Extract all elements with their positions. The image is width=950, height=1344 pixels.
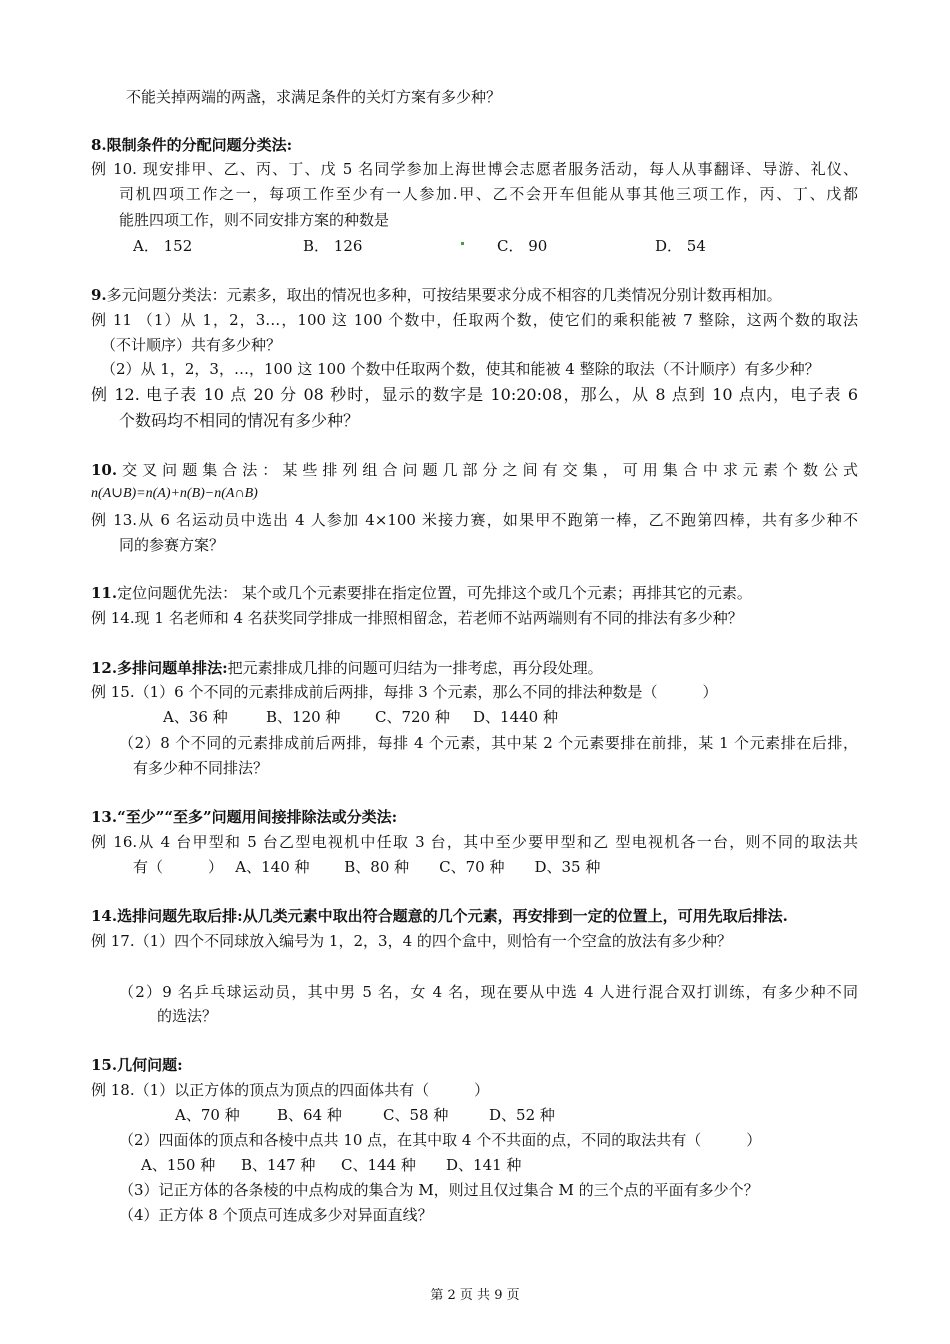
option: A． 152 — [133, 237, 193, 255]
text-line: 能胜四项工作，则不同安排方案的种数是 — [119, 211, 390, 229]
text-line: 个数码均不相同的情况有多少种？ — [119, 411, 360, 430]
text-line: 例 17.（1）四个不同球放入编号为 1，2，3，4 的四个盒中，则恰有一个空盒的放法有多少种？ — [91, 932, 732, 950]
text-line: 司机四项工作之一，每项工作至少有一人参加.甲、乙不会开车但能从事其他三项工作，丙、丁、戊都 — [119, 185, 858, 203]
section-heading — [91, 657, 603, 679]
option: B、64 种 — [277, 1106, 342, 1124]
text-line: （2）从 1，2，3，…，100 这 100 个数中任取两个数，使其和能被 4 整除的取法（不计顺序）有多少种？ — [101, 360, 820, 378]
formula: n(A∪B)=n(A)+n(B)−n(A∩B) — [91, 486, 258, 501]
heading-text: 交叉问题集合法：某些排列组合问题几部分之间有交集，可用集合中求元素个数公式 — [117, 461, 858, 479]
text-line: 例 18.（1）以正方体的顶点为顶点的四面体共有（ ） — [91, 1081, 490, 1099]
text-line: 例 11 （1）从 1，2，3…，100 这 100 个数中，任取两个数，使它们的乘积能被 7 整除，这两个数的取法 — [91, 311, 858, 329]
text-line: 有（ ） A、140 种 B、80 种 C、70 种 D、35 种 — [133, 858, 601, 876]
option: C． 90 — [497, 237, 548, 255]
option: B． 126 — [303, 237, 363, 255]
option: C、720 种 — [375, 708, 450, 726]
section-heading: 13.“至少”“至多”问题用间接排除法或分类法: — [91, 808, 398, 826]
text-line: （4）正方体 8 个顶点可连成多少对异面直线？ — [119, 1206, 433, 1224]
heading-number: 11. — [91, 584, 118, 602]
option: B、147 种 — [241, 1156, 316, 1174]
heading-text: 多排问题单排法: — [117, 659, 228, 677]
section-heading — [91, 459, 858, 481]
option: B、120 种 — [266, 708, 341, 726]
section-heading: 8.限制条件的分配问题分类法: — [91, 136, 293, 154]
speck-mark — [461, 242, 464, 245]
text-line: （2）8 个不同的元素排成前后两排，每排 4 个元素，其中某 2 个元素要排在前排，某 1 个元素排在后排， — [119, 734, 858, 752]
heading-text: 多元问题分类法：元素多，取出的情况也多种，可按结果要求分成不相容的几类情况分别计数再相加。 — [106, 286, 782, 304]
option: D、1440 种 — [473, 708, 558, 726]
text-line: （2）四面体的顶点和各棱中点共 10 点，在其中取 4 个不共面的点，不同的取法共有（ ） — [119, 1131, 762, 1149]
option: A、36 种 — [163, 708, 228, 726]
text-line: 的选法？ — [157, 1007, 218, 1025]
heading-text: 定位问题优先法： 某个或几个元素要排在指定位置，可先排这个或几个元素；再排其它的元素。 — [117, 584, 752, 602]
option: C、58 种 — [383, 1106, 449, 1124]
section-heading — [91, 582, 752, 604]
option: D． 54 — [655, 237, 706, 255]
option: A、150 种 — [141, 1156, 216, 1174]
heading-number: 9. — [91, 286, 107, 304]
section-heading: 15.几何问题: — [91, 1056, 183, 1074]
option: D、141 种 — [446, 1156, 522, 1174]
text-line: 例 12. 电子表 10 点 20 分 08 秒时，显示的数字是 10:20:08，那么，从 8 点到 10 点内，电子表 6 — [91, 385, 858, 404]
text-line: （不计顺序）共有多少种？ — [101, 336, 282, 354]
text-line: （3）记正方体的各条棱的中点构成的集合为 M，则过且仅过集合 M 的三个点的平面有多少个？ — [119, 1181, 759, 1199]
text-line: 例 13.从 6 名运动员中选出 4 人参加 4×100 米接力赛，如果甲不跑第一棒，乙不跑第四棒，共有多少种不 — [91, 511, 858, 529]
text-line: 同的参赛方案？ — [119, 536, 225, 554]
section-heading — [91, 284, 782, 306]
text-line: 例 10. 现安排甲、乙、丙、丁、戊 5 名同学参加上海世博会志愿者服务活动，每人从事翻译、导游、礼仪、 — [91, 160, 858, 178]
option: C、144 种 — [341, 1156, 416, 1174]
heading-number: 12. — [91, 659, 118, 677]
text-line: 有多少种不同排法？ — [133, 759, 269, 777]
text-line: 例 16.从 4 台甲型和 5 台乙型电视机中任取 3 台，其中至少要甲型和乙 型电视机各一台，则不同的取法共 — [91, 833, 858, 851]
heading-number: 10. — [91, 461, 118, 479]
text-line: 不能关掉两端的两盏，求满足条件的关灯方案有多少种？ — [126, 88, 502, 106]
option: D、52 种 — [489, 1106, 555, 1124]
text-line: 例 15.（1）6 个不同的元素排成前后两排，每排 3 个元素，那么不同的排法种数是（ ） — [91, 683, 718, 701]
heading-text-rest: 把元素排成几排的问题可归结为一排考虑，再分段处理。 — [227, 659, 603, 677]
section-heading: 14.选排问题先取后排:从几类元素中取出符合题意的几个元素，再安排到一定的位置上，可用先取后排法. — [91, 907, 788, 925]
text-line: （2）9 名乒乓球运动员，其中男 5 名，女 4 名，现在要从中选 4 人进行混合双打训练，有多少种不同 — [119, 983, 858, 1001]
option: A、70 种 — [175, 1106, 240, 1124]
page-footer: 第 2 页 共 9 页 — [430, 1288, 520, 1303]
text-line: 例 14.现 1 名老师和 4 名获奖同学排成一排照相留念，若老师不站两端则有不同的排法有多少种？ — [91, 609, 743, 627]
